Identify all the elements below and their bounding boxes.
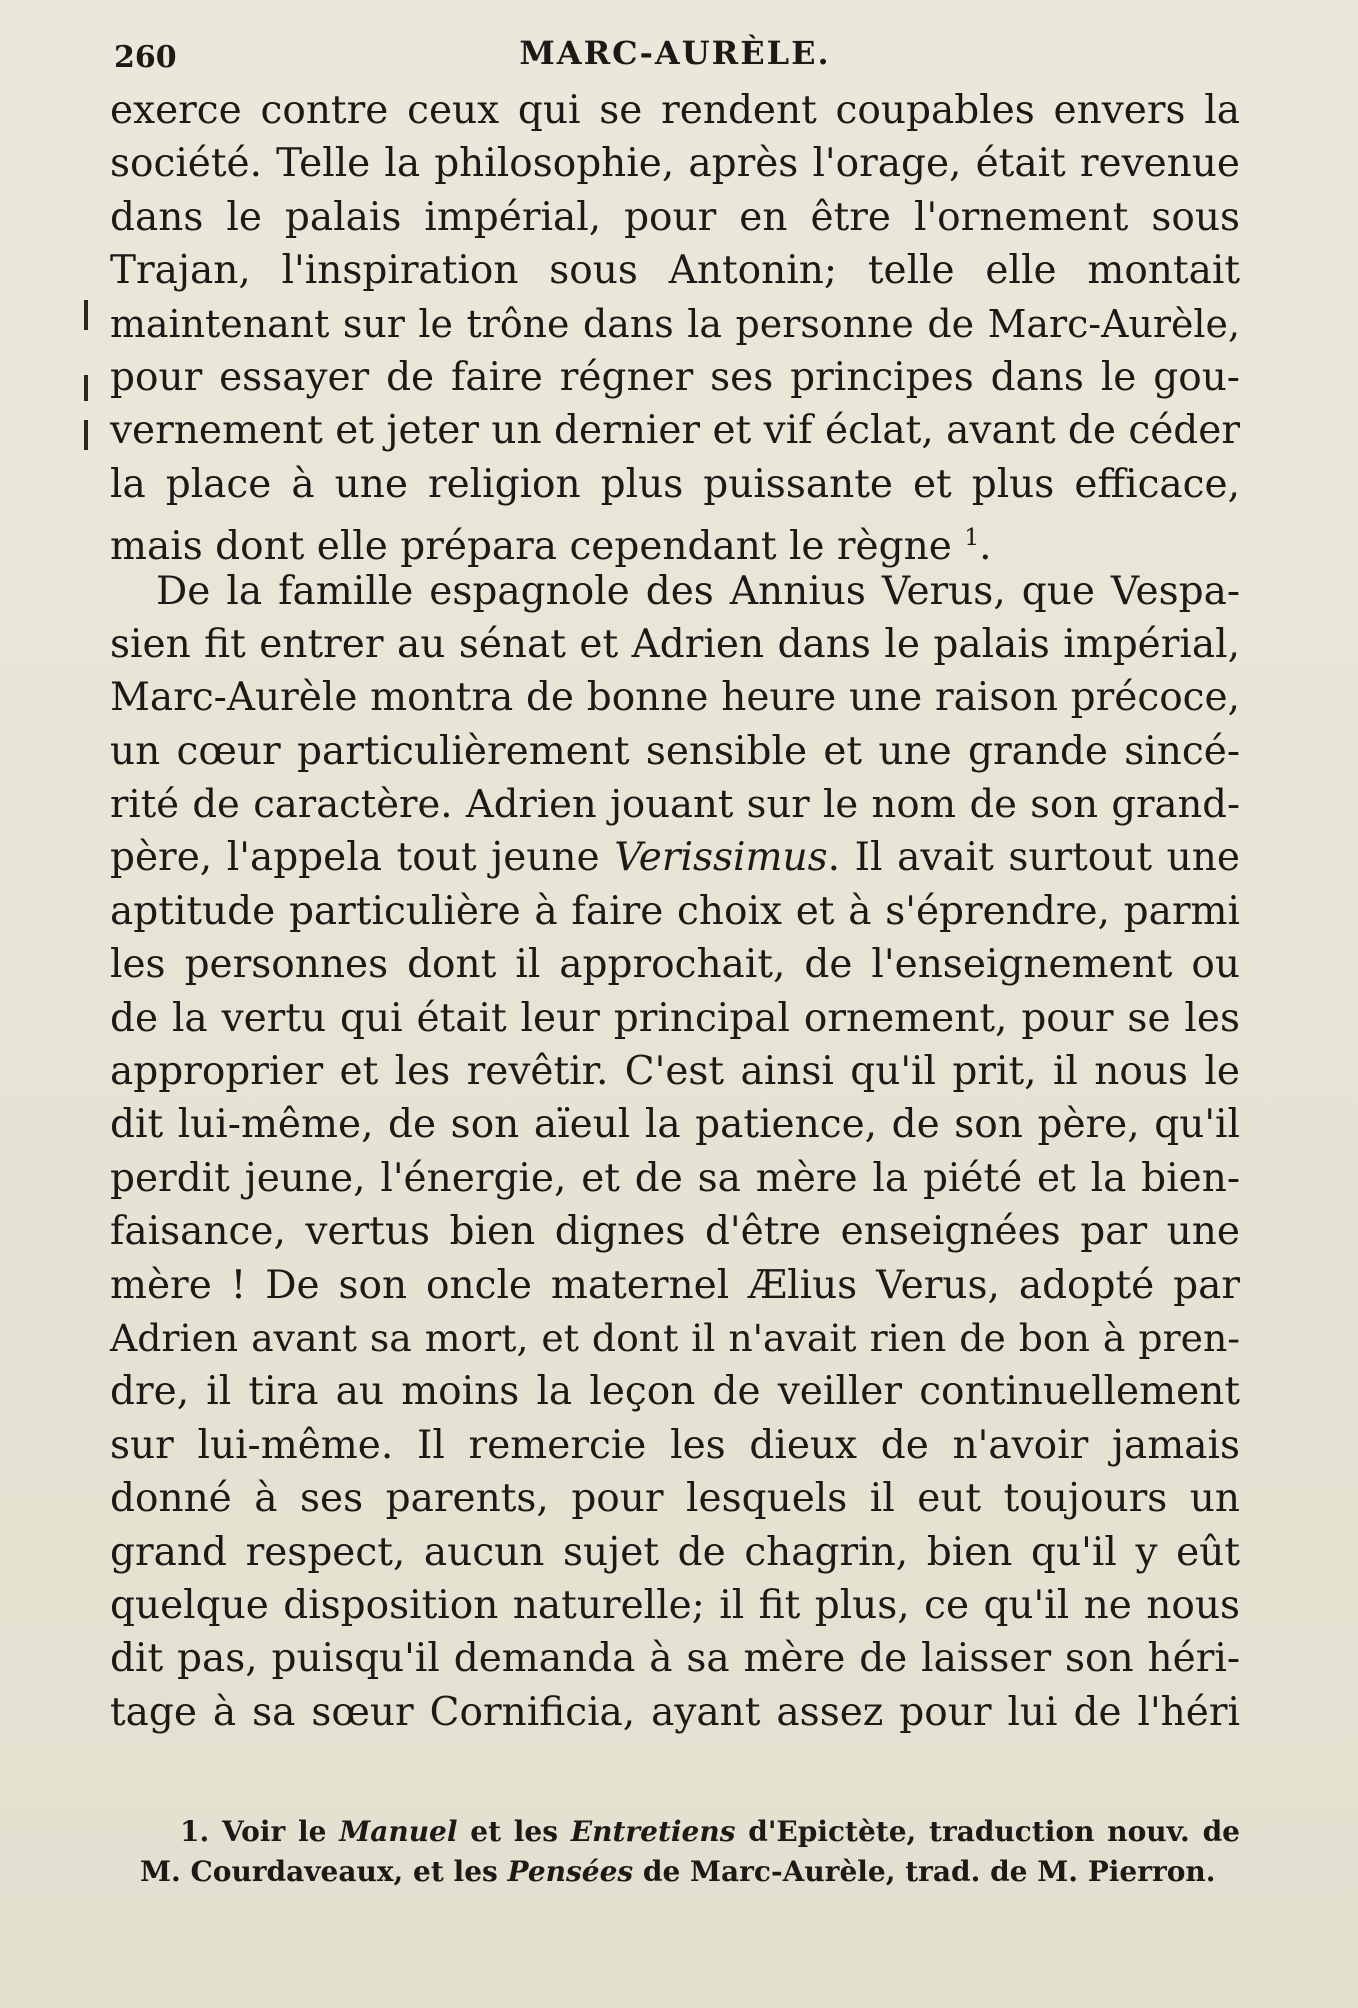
text-line: mais dont elle prépara cependant le règne $^1$. (110, 523, 992, 570)
text-line: approprier et les revêtir. C'est ainsi qu'il prit, il nous le (110, 1049, 1240, 1095)
text-line: Marc-Aurèle montra de bonne heure une raison précoce, (110, 675, 1240, 721)
text-line: mère ! De son oncle maternel Ælius Verus, adopté par (110, 1262, 1240, 1308)
body-text (110, 84, 1240, 1739)
text-line: pour essayer de faire régner ses principes dans le gou- (110, 354, 1240, 400)
text-line: de la vertu qui était leur principal ornement, pour se les (110, 995, 1240, 1041)
text-line: vernement et jeter un dernier et vif éclat, avant de céder (110, 408, 1240, 454)
text-line: quelque disposition naturelle; il fit plus, ce qu'il ne nous (110, 1582, 1240, 1628)
text-line: la place à une religion plus puissante et plus efficace, (110, 461, 1240, 507)
text-line: dit pas, puisqu'il demanda à sa mère de laisser son héri- (110, 1636, 1240, 1682)
page-number: 260 (114, 40, 177, 75)
text-line: dans le palais impérial, pour en être l'ornement sous (110, 194, 1240, 240)
text-line: exerce contre ceux qui se rendent coupables envers la (110, 88, 1240, 133)
text-line: rité de caractère. Adrien jouant sur le nom de son grand- (110, 782, 1240, 828)
footnote-line: 1. Voir le Manuel et les Entretiens d'Epictète, traduction nouv. de (180, 1815, 1240, 1848)
text-line: Trajan, l'inspiration sous Antonin; telle elle montait (110, 248, 1240, 294)
text-line: grand respect, aucun sujet de chagrin, bien qu'il y eût (110, 1529, 1240, 1575)
margin-mark (84, 420, 88, 450)
text-line: dre, il tira au moins la leçon de veiller continuellement (110, 1369, 1240, 1415)
text-line: sur lui-même. Il remercie les dieux de n'avoir jamais (110, 1422, 1240, 1468)
text-line: père, l'appela tout jeune Verissimus. Il avait surtout une (110, 835, 1240, 881)
text-line: un cœur particulièrement sensible et une grande sincé- (110, 728, 1240, 774)
text-line: De la famille espagnole des Annius Verus, que Vespa- (156, 568, 1240, 614)
text-line: faisance, vertus bien dignes d'être enseignées par une (110, 1209, 1240, 1255)
text-line: maintenant sur le trône dans la personne de Marc-Aurèle, (110, 301, 1240, 346)
text-line: dit lui-même, de son aïeul la patience, de son père, qu'il (110, 1102, 1240, 1148)
footnote (140, 1812, 1240, 1892)
footnote-line: M. Courdaveaux, et les Pensées de Marc-Aurèle, trad. de M. Pierron. (140, 1855, 1216, 1888)
text-line: perdit jeune, l'énergie, et de sa mère la piété et la bien- (110, 1155, 1240, 1201)
page-header (110, 28, 1240, 88)
text-line: donné à ses parents, pour lesquels il eut toujours un (110, 1476, 1240, 1522)
text-line: aptitude particulière à faire choix et à s'éprendre, parmi (110, 888, 1240, 934)
text-line: les personnes dont il approchait, de l'enseignement ou (110, 942, 1240, 988)
text-line: tage à sa sœur Cornificia, ayant assez pour lui de l'héri (110, 1689, 1240, 1735)
margin-mark (84, 375, 88, 401)
text-line: société. Telle la philosophie, après l'orage, était revenue (110, 141, 1240, 187)
running-head: MARC-AURÈLE. (519, 34, 831, 72)
text-line: sien fit entrer au sénat et Adrien dans le palais impérial, (110, 621, 1240, 667)
margin-mark (84, 300, 88, 330)
text-line: Adrien avant sa mort, et dont il n'avait rien de bon à pren- (110, 1315, 1240, 1360)
